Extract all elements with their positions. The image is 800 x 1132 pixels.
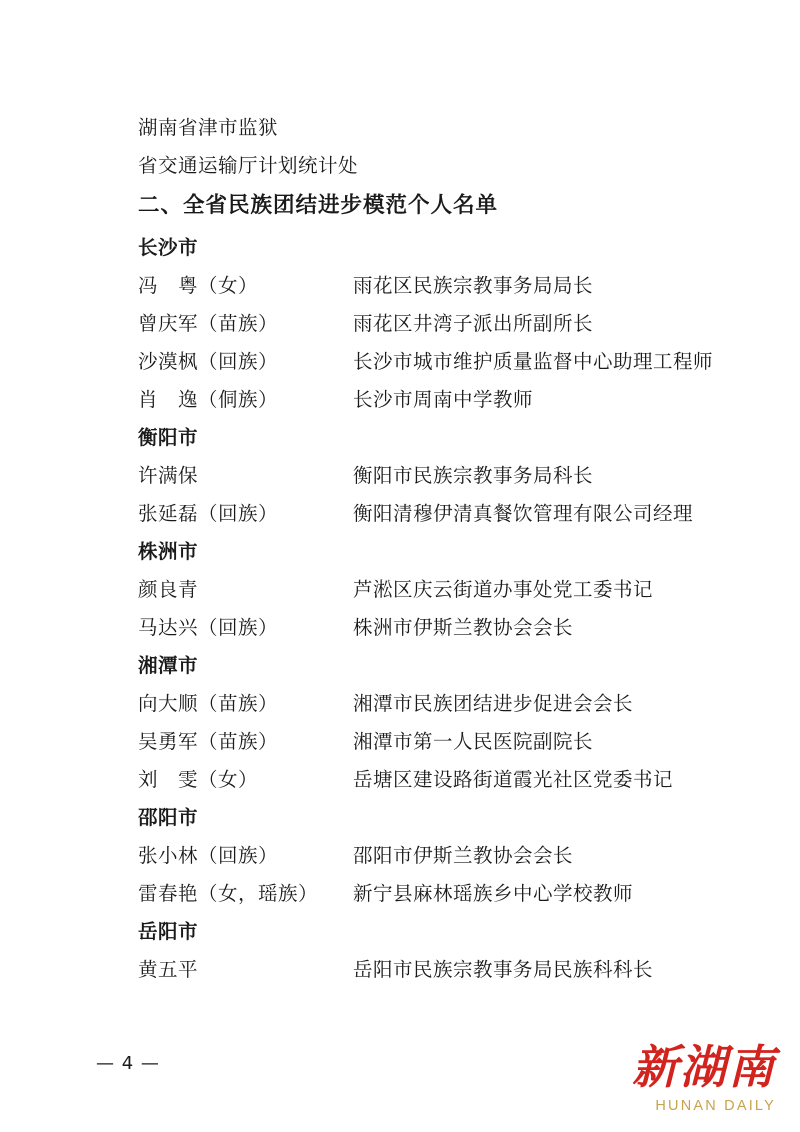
person-title: 邵阳市伊斯兰教协会会长: [353, 844, 574, 867]
unit-name: 省交通运输厅计划统计处: [138, 154, 359, 177]
person-name: 吴勇军（苗族）: [138, 730, 279, 753]
person-name: 马达兴（回族）: [138, 616, 279, 639]
person-title: 衡阳清穆伊清真餐饮管理有限公司经理: [353, 502, 694, 525]
person-name: 许满保: [138, 464, 199, 487]
section-heading: [138, 188, 738, 232]
person-title: 长沙市周南中学教师: [353, 388, 534, 411]
city-name: 长沙市: [138, 236, 199, 259]
table-row: [138, 346, 738, 384]
city-heading-shaoyang: [138, 802, 738, 840]
person-title: 芦淞区庆云街道办事处党工委书记: [353, 578, 654, 601]
table-row: [138, 840, 738, 878]
person-name: 冯 粤（女）: [138, 274, 259, 297]
city-name: 湘潭市: [138, 654, 199, 677]
person-name: 沙漠枫（回族）: [138, 350, 279, 373]
person-title: 岳塘区建设路街道霞光社区党委书记: [353, 768, 674, 791]
table-row: [138, 878, 738, 916]
table-row: [138, 764, 738, 802]
table-row: [138, 460, 738, 498]
person-title: 新宁县麻林瑶族乡中心学校教师: [353, 882, 634, 905]
person-title: 雨花区井湾子派出所副所长: [353, 312, 594, 335]
person-name: 张延磊（回族）: [138, 502, 279, 525]
city-name: 邵阳市: [138, 806, 199, 829]
city-name: 岳阳市: [138, 920, 199, 943]
watermark-logo: [586, 1040, 776, 1114]
person-name: 曾庆军（苗族）: [138, 312, 279, 335]
city-heading-xiangtan: [138, 650, 738, 688]
table-row: [138, 384, 738, 422]
city-heading-yueyang: [138, 916, 738, 954]
person-title: 衡阳市民族宗教事务局科长: [353, 464, 594, 487]
list-item: [138, 150, 738, 188]
person-name: 雷春艳（女，瑶族）: [138, 882, 319, 905]
table-row: [138, 954, 738, 992]
table-row: [138, 270, 738, 308]
city-heading-zhuzhou: [138, 536, 738, 574]
person-name: 黄五平: [138, 958, 199, 981]
person-name: 张小林（回族）: [138, 844, 279, 867]
table-row: [138, 688, 738, 726]
city-name: 株洲市: [138, 540, 199, 563]
person-name: 肖 逸（侗族）: [138, 388, 279, 411]
section-heading-text: 二、全省民族团结进步模范个人名单: [138, 193, 499, 218]
person-name: 颜良青: [138, 578, 199, 601]
person-title: 雨花区民族宗教事务局局长: [353, 274, 594, 297]
city-heading-changsha: [138, 232, 738, 270]
table-row: [138, 612, 738, 650]
watermark-logo-chinese: 新湖南: [632, 1040, 776, 1094]
city-heading-hengyang: [138, 422, 738, 460]
person-title: 岳阳市民族宗教事务局民族科科长: [353, 958, 654, 981]
table-row: [138, 308, 738, 346]
table-row: [138, 574, 738, 612]
list-item: [138, 112, 738, 150]
city-name: 衡阳市: [138, 426, 199, 449]
unit-name: 湖南省津市监狱: [138, 116, 279, 139]
person-name: 刘 雯（女）: [138, 768, 259, 791]
person-name: 向大顺（苗族）: [138, 692, 279, 715]
person-title: 湘潭市民族团结进步促进会会长: [353, 692, 634, 715]
person-title: 株洲市伊斯兰教协会会长: [353, 616, 574, 639]
person-title: 湘潭市第一人民医院副院长: [353, 730, 594, 753]
document-body: [138, 112, 738, 992]
page-number: — 4 —: [96, 1053, 160, 1074]
table-row: [138, 726, 738, 764]
person-title: 长沙市城市维护质量监督中心助理工程师: [353, 350, 714, 373]
watermark-logo-english: HUNAN DAILY: [655, 1098, 776, 1114]
table-row: [138, 498, 738, 536]
